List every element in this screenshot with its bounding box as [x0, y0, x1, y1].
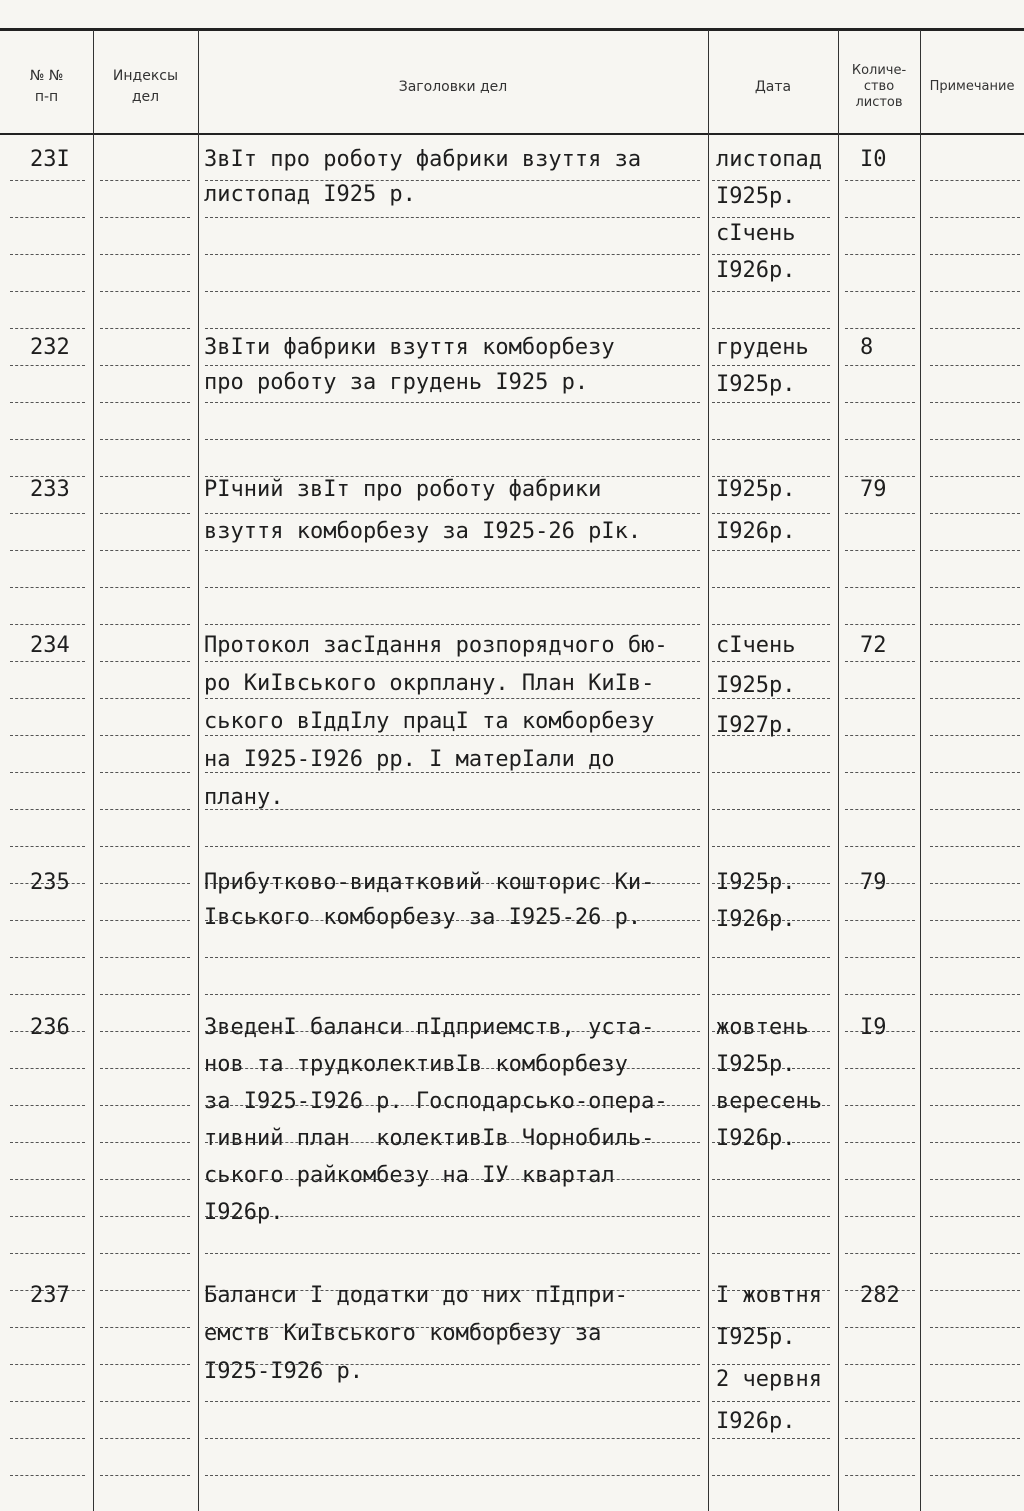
ruled-line: [205, 1438, 700, 1439]
entry-date-line: I927р.: [716, 713, 796, 738]
ruled-line: [930, 476, 1020, 477]
entry-number: 232: [30, 335, 70, 360]
ruled-line: [100, 772, 190, 773]
ruled-line: [930, 1327, 1020, 1328]
entry-title-line: плану.: [204, 785, 284, 810]
entry-title-line: нов та трудколективIв комборбезу: [204, 1052, 628, 1077]
ruled-line: [930, 1475, 1020, 1476]
entry-sheets: 72: [860, 633, 887, 658]
entry-title-line: РIчний звIт про роботу фабрики: [204, 477, 602, 502]
ruled-line: [930, 1031, 1020, 1032]
ruled-line: [100, 1068, 190, 1069]
entry-title-line: I925-I926 р.: [204, 1359, 363, 1384]
ruled-line: [712, 328, 830, 329]
ruled-line: [10, 1142, 85, 1143]
column-divider: [198, 30, 199, 1511]
entry-date-line: I925р.: [716, 184, 796, 209]
ruled-line: [930, 994, 1020, 995]
ruled-line: [930, 1364, 1020, 1365]
ruled-line: [100, 476, 190, 477]
ruled-line: [845, 920, 915, 921]
entry-date-line: I925р.: [716, 1325, 796, 1350]
header-number: [0, 42, 93, 132]
header-index: [93, 42, 198, 132]
ruled-line: [10, 1253, 85, 1254]
ruled-line: [845, 513, 915, 514]
ruled-line: [205, 846, 700, 847]
ruled-line: [100, 1475, 190, 1476]
ruled-line: [712, 1475, 830, 1476]
ruled-line: [10, 846, 85, 847]
ruled-line: [845, 365, 915, 366]
ruled-line: [10, 291, 85, 292]
entry-date-line: I926р.: [716, 519, 796, 544]
ruled-line: [930, 1216, 1020, 1217]
ruled-line: [845, 957, 915, 958]
ruled-line: [845, 550, 915, 551]
ruled-line: [10, 254, 85, 255]
ruled-line: [845, 1401, 915, 1402]
entry-sheets: 8: [860, 335, 874, 360]
ruled-line: [712, 587, 830, 588]
ruled-line: [930, 920, 1020, 921]
ruled-line: [10, 217, 85, 218]
ruled-line: [100, 1105, 190, 1106]
ruled-line: [10, 402, 85, 403]
ruled-line: [845, 328, 915, 329]
ruled-line: [930, 291, 1020, 292]
entry-number: 236: [30, 1015, 70, 1040]
ruled-line: [100, 1216, 190, 1217]
ruled-line: [930, 365, 1020, 366]
ruled-line: [100, 365, 190, 366]
ruled-line: [712, 624, 830, 625]
ruled-line: [845, 772, 915, 773]
ruled-line: [930, 735, 1020, 736]
ruled-line: [100, 883, 190, 884]
ruled-line: [845, 1438, 915, 1439]
entry-date-line: I жовтня: [716, 1283, 822, 1308]
entry-date-line: I925р.: [716, 1052, 796, 1077]
ruled-line: [10, 809, 85, 810]
ruled-line: [100, 1142, 190, 1143]
ruled-line: [10, 957, 85, 958]
entry-number: 235: [30, 870, 70, 895]
ruled-line: [930, 1105, 1020, 1106]
ruled-line: [930, 846, 1020, 847]
entry-title-line: Прибутково-видатковий кошторис Ки-: [204, 870, 655, 895]
ruled-line: [930, 217, 1020, 218]
ruled-line: [10, 1438, 85, 1439]
ruled-line: [10, 439, 85, 440]
ruled-line: [10, 1401, 85, 1402]
entry-title-line: Протокол засIдання розпорядчого бю-: [204, 633, 668, 658]
ruled-line: [712, 550, 830, 551]
ruled-line: [712, 291, 830, 292]
ruled-line: [205, 1475, 700, 1476]
ruled-line: [10, 1179, 85, 1180]
ruled-line: [930, 624, 1020, 625]
ruled-line: [845, 402, 915, 403]
ruled-line: [712, 772, 830, 773]
entry-date-line: I925р.: [716, 673, 796, 698]
ruled-line: [100, 254, 190, 255]
ruled-line: [10, 698, 85, 699]
ruled-line: [100, 1031, 190, 1032]
header-sheets-line3: листов: [855, 95, 903, 111]
ruled-line: [100, 624, 190, 625]
ruled-line: [100, 920, 190, 921]
ruled-line: [100, 735, 190, 736]
ruled-line: [930, 180, 1020, 181]
entry-sheets: 79: [860, 870, 887, 895]
entry-date-line: 2 червня: [716, 1367, 822, 1392]
ruled-line: [845, 1475, 915, 1476]
entry-date-line: сIчень: [716, 633, 796, 658]
entry-number: 234: [30, 633, 70, 658]
ruled-line: [712, 365, 830, 366]
ruled-line: [845, 217, 915, 218]
entry-title-line: ЗведенI баланси пIдприемств, уста-: [204, 1015, 655, 1040]
ruled-line: [100, 180, 190, 181]
entry-number: 233: [30, 477, 70, 502]
entry-date-line: сIчень: [716, 221, 796, 246]
entry-date-line: I925р.: [716, 477, 796, 502]
ruled-line: [100, 439, 190, 440]
ruled-line: [205, 587, 700, 588]
ruled-line: [100, 994, 190, 995]
entry-title-line: ЗвIт про роботу фабрики взуття за: [204, 147, 642, 172]
entry-title-line: взуття комборбезу за I925-26 рIк.: [204, 519, 642, 544]
header-date: [708, 42, 838, 132]
header-note-text: Примечание: [929, 79, 1015, 95]
entry-date-line: листопад: [716, 147, 822, 172]
ruled-line: [845, 1253, 915, 1254]
ruled-line: [712, 1216, 830, 1217]
ruled-line: [205, 217, 700, 218]
ruled-line: [205, 402, 700, 403]
ruled-line: [930, 513, 1020, 514]
ruled-line: [100, 846, 190, 847]
ruled-line: [712, 809, 830, 810]
ruled-line: [712, 1179, 830, 1180]
ruled-line: [205, 291, 700, 292]
ruled-line: [845, 1327, 915, 1328]
ruled-line: [10, 550, 85, 551]
entry-sheets: 282: [860, 1283, 900, 1308]
header-title-text: Заголовки дел: [398, 78, 508, 95]
ruled-line: [845, 1364, 915, 1365]
ruled-line: [10, 180, 85, 181]
header-note: [920, 42, 1024, 132]
ruled-line: [10, 587, 85, 588]
ruled-line: [100, 550, 190, 551]
entry-title-line: I926р.: [204, 1200, 284, 1225]
ruled-line: [100, 402, 190, 403]
entry-title-line: Iвського комборбезу за I925-26 р.: [204, 905, 642, 930]
column-divider: [93, 30, 94, 1511]
ruled-line: [712, 1401, 830, 1402]
entry-title-line: Баланси I додатки до них пIдпри-: [204, 1283, 628, 1308]
ruled-line: [930, 698, 1020, 699]
ruled-line: [205, 328, 700, 329]
entry-title-line: про роботу за грудень I925 р.: [204, 370, 589, 395]
entry-title-line: за I925-I926 р. Господарсько-опера-: [204, 1089, 668, 1114]
ruled-line: [10, 772, 85, 773]
ruled-line: [100, 1290, 190, 1291]
ruled-line: [845, 1105, 915, 1106]
entry-sheets: I9: [860, 1015, 887, 1040]
entry-sheets: I0: [860, 147, 887, 172]
column-divider: [838, 30, 839, 1511]
ruled-line: [10, 735, 85, 736]
ruled-line: [205, 1401, 700, 1402]
header-title: [198, 42, 708, 132]
entry-title-line: на I925-I926 рр. I матерIали до: [204, 747, 615, 772]
ruled-line: [100, 1327, 190, 1328]
ruled-line: [205, 624, 700, 625]
header-index-line2: дел: [131, 89, 160, 105]
ruled-line: [100, 513, 190, 514]
entry-title-line: ро КиIвського окрплану. План КиIв-: [204, 671, 655, 696]
ruled-line: [100, 291, 190, 292]
ruled-line: [10, 994, 85, 995]
header-sheets-line1: Количе-: [851, 62, 907, 78]
ruled-line: [712, 439, 830, 440]
header-sheets-line2: ство: [863, 78, 895, 94]
ruled-line: [205, 957, 700, 958]
ruled-line: [10, 920, 85, 921]
ruled-line: [100, 661, 190, 662]
header-date-text: Дата: [754, 78, 792, 95]
header-number-line1: № №: [29, 68, 64, 84]
ruled-line: [845, 846, 915, 847]
ruled-line: [10, 1364, 85, 1365]
ruled-line: [845, 439, 915, 440]
ruled-line: [10, 1105, 85, 1106]
entry-date-line: I926р.: [716, 1409, 796, 1434]
entry-date-line: I926р.: [716, 258, 796, 283]
header-sheets: [838, 42, 920, 132]
ruled-line: [10, 1068, 85, 1069]
ruled-line: [845, 587, 915, 588]
ruled-line: [930, 1068, 1020, 1069]
ruled-line: [845, 1142, 915, 1143]
header-number-line2: п-п: [34, 89, 59, 105]
ruled-line: [930, 328, 1020, 329]
entry-title-line: ського райкомбезу на IУ квартал: [204, 1163, 615, 1188]
ruled-line: [930, 1253, 1020, 1254]
header-index-line1: Индексы: [112, 68, 179, 84]
ruled-line: [845, 254, 915, 255]
ruled-line: [845, 994, 915, 995]
ruled-line: [930, 1179, 1020, 1180]
ruled-line: [930, 809, 1020, 810]
ruled-line: [10, 1327, 85, 1328]
ruled-line: [712, 846, 830, 847]
ruled-line: [10, 1475, 85, 1476]
header-bottom-border: [0, 133, 1024, 135]
ruled-line: [845, 1068, 915, 1069]
ruled-line: [100, 328, 190, 329]
ruled-line: [10, 1216, 85, 1217]
entry-date-line: I926р.: [716, 907, 796, 932]
column-divider: [708, 30, 709, 1511]
ruled-line: [100, 809, 190, 810]
ruled-line: [930, 1401, 1020, 1402]
ruled-line: [712, 1253, 830, 1254]
entry-date-line: I925р.: [716, 870, 796, 895]
ruled-line: [712, 957, 830, 958]
entry-date-line: I925р.: [716, 372, 796, 397]
ruled-line: [930, 254, 1020, 255]
ruled-line: [930, 402, 1020, 403]
ruled-line: [930, 661, 1020, 662]
ruled-line: [100, 1438, 190, 1439]
top-border: [0, 28, 1024, 31]
ruled-line: [100, 698, 190, 699]
ruled-line: [930, 587, 1020, 588]
ruled-line: [205, 994, 700, 995]
entry-title-line: листопад I925 р.: [204, 182, 416, 207]
ruled-line: [845, 1216, 915, 1217]
ruled-line: [845, 698, 915, 699]
ruled-line: [100, 217, 190, 218]
ruled-line: [10, 328, 85, 329]
ruled-line: [205, 550, 700, 551]
ruled-line: [100, 587, 190, 588]
ruled-line: [100, 957, 190, 958]
ruled-line: [845, 291, 915, 292]
entry-date-line: вересень: [716, 1089, 822, 1114]
entry-number: 237: [30, 1283, 70, 1308]
ruled-line: [205, 1253, 700, 1254]
ruled-line: [930, 772, 1020, 773]
entry-date-line: грудень: [716, 335, 809, 360]
entry-title-line: емств КиIвського комборбезу за: [204, 1321, 602, 1346]
entry-title-line: тивний план колективIв Чорнобиль-: [204, 1126, 655, 1151]
ruled-line: [712, 402, 830, 403]
ruled-line: [100, 1364, 190, 1365]
column-divider: [920, 30, 921, 1511]
entry-date-line: I926р.: [716, 1126, 796, 1151]
ruled-line: [712, 994, 830, 995]
ruled-line: [930, 957, 1020, 958]
entry-title-line: ського вIддIлу працI та комборбезу: [204, 709, 655, 734]
ruled-line: [930, 439, 1020, 440]
ruled-line: [100, 1401, 190, 1402]
ruled-line: [845, 624, 915, 625]
ruled-line: [205, 439, 700, 440]
ruled-line: [930, 1142, 1020, 1143]
ruled-line: [100, 1253, 190, 1254]
ruled-line: [100, 1179, 190, 1180]
entry-date-line: жовтень: [716, 1015, 809, 1040]
ruled-line: [845, 809, 915, 810]
ruled-line: [930, 550, 1020, 551]
entry-title-line: ЗвIти фабрики взуття комборбезу: [204, 335, 615, 360]
entry-sheets: 79: [860, 477, 887, 502]
ruled-line: [930, 1290, 1020, 1291]
ruled-line: [10, 365, 85, 366]
ruled-line: [845, 735, 915, 736]
ruled-line: [10, 513, 85, 514]
entry-number: 23I: [30, 147, 70, 172]
ruled-line: [10, 624, 85, 625]
ruled-line: [845, 1179, 915, 1180]
ruled-line: [930, 1438, 1020, 1439]
ruled-line: [205, 254, 700, 255]
ruled-line: [930, 883, 1020, 884]
ruled-line: [845, 180, 915, 181]
